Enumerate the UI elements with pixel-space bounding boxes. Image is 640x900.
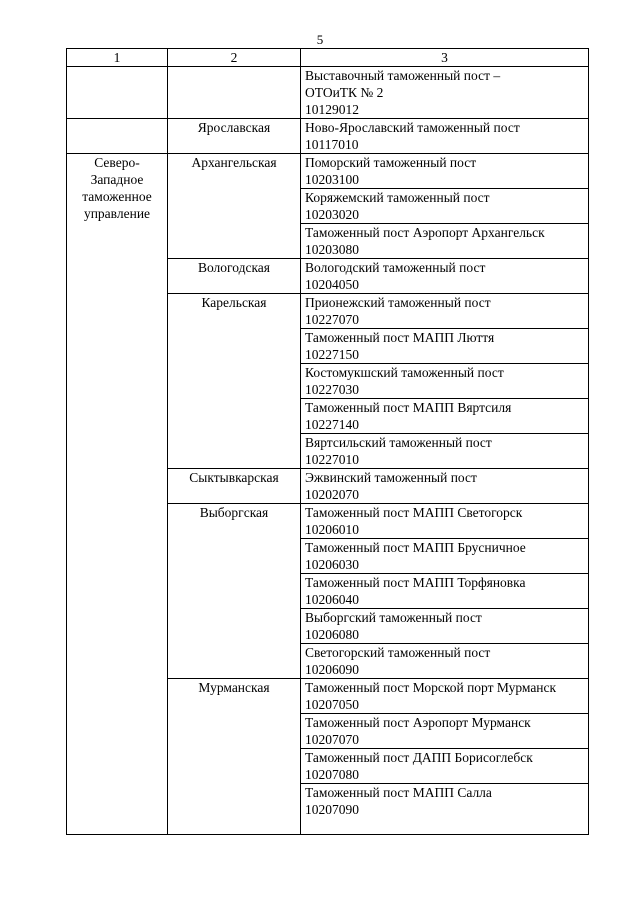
post-code: 10206090 [305,662,359,677]
customs-cell [168,67,301,119]
table-header-row [67,49,589,67]
post-cell [301,644,589,679]
post-name: Поморский таможенный пост [305,155,477,170]
post-name: Таможенный пост МАПП Торфяновка [305,575,526,590]
post-name: Таможенный пост Аэропорт Архангельск [305,225,545,240]
post-cell [301,329,589,364]
region-group [67,154,589,835]
region-name-line: Западное [90,172,144,187]
post-code: 10227070 [305,312,359,327]
region-name-line: Северо- [94,155,140,170]
region-cell [67,154,168,835]
post-name: Таможенный пост МАПП Светогорск [305,505,523,520]
table-row [67,154,589,189]
post-code: 10204050 [305,277,359,292]
post-name: Выставочный таможенный пост – [305,68,501,83]
post-code: 10227140 [305,417,359,432]
post-code: 10129012 [305,102,359,117]
post-name: Таможенный пост Морской порт Мурманск [305,680,557,695]
post-cell [301,679,589,714]
post-name: Вяртсильский таможенный пост [305,435,492,450]
post-cell [301,469,589,504]
post-name: Таможенный пост МАПП Вяртсиля [305,400,512,415]
region-cell [67,67,168,119]
post-name: Таможенный пост МАПП Салла [305,785,492,800]
post-cell [301,259,589,294]
post-code: 10203100 [305,172,359,187]
post-code: 10202070 [305,487,359,502]
post-cell [301,504,589,539]
customs-cell: Карельская [168,294,301,469]
post-code: 10207070 [305,732,359,747]
post-name-extra: ОТОиТК № 2 [305,85,384,100]
post-name: Прионежский таможенный пост [305,295,491,310]
post-code: 10227010 [305,452,359,467]
post-name: Выборгский таможенный пост [305,610,482,625]
customs-cell: Выборгская [168,504,301,679]
post-cell [301,294,589,329]
post-cell [301,119,589,154]
post-cell [301,434,589,469]
post-name: Таможенный пост МАПП Брусничное [305,540,526,555]
post-name: Костомукшский таможенный пост [305,365,504,380]
post-name: Коряжемский таможенный пост [305,190,490,205]
post-name: Таможенный пост ДАПП Борисоглебск [305,750,533,765]
table-row [67,67,589,119]
customs-cell: Мурманская [168,679,301,835]
post-name: Таможенный пост Аэропорт Мурманск [305,715,531,730]
post-code: 10227150 [305,347,359,362]
post-code: 10207050 [305,697,359,712]
post-cell [301,539,589,574]
post-code: 10206010 [305,522,359,537]
customs-posts-table [66,48,589,835]
region-name-line: таможенное [82,189,152,204]
header-col-3: 3 [301,49,589,67]
post-code: 10207080 [305,767,359,782]
post-cell [301,399,589,434]
region-cell [67,119,168,154]
post-code: 10206040 [305,592,359,607]
post-cell [301,574,589,609]
post-cell [301,784,589,835]
header-col-1: 1 [67,49,168,67]
post-cell [301,67,589,119]
post-name: Эжвинский таможенный пост [305,470,477,485]
post-cell [301,714,589,749]
post-code: 10206030 [305,557,359,572]
header-col-2: 2 [168,49,301,67]
post-code: 10227030 [305,382,359,397]
post-code: 10203080 [305,242,359,257]
table-row [67,119,589,154]
post-cell [301,749,589,784]
customs-cell: Ярославская [168,119,301,154]
post-name: Таможенный пост МАПП Люття [305,330,495,345]
customs-cell: Сыктывкарская [168,469,301,504]
post-cell [301,364,589,399]
post-cell [301,189,589,224]
region-name-line: управление [83,206,151,221]
post-code: 10117010 [305,137,359,152]
post-code: 10203020 [305,207,359,222]
post-cell [301,224,589,259]
page-number: 5 [316,32,324,47]
post-cell [301,154,589,189]
post-name: Вологодский таможенный пост [305,260,486,275]
customs-cell: Вологодская [168,259,301,294]
post-name: Ново-Ярославский таможенный пост [305,120,520,135]
customs-cell: Архангельская [168,154,301,259]
post-code: 10207090 [305,802,359,817]
post-cell [301,609,589,644]
post-code: 10206080 [305,627,359,642]
post-name: Светогорский таможенный пост [305,645,491,660]
